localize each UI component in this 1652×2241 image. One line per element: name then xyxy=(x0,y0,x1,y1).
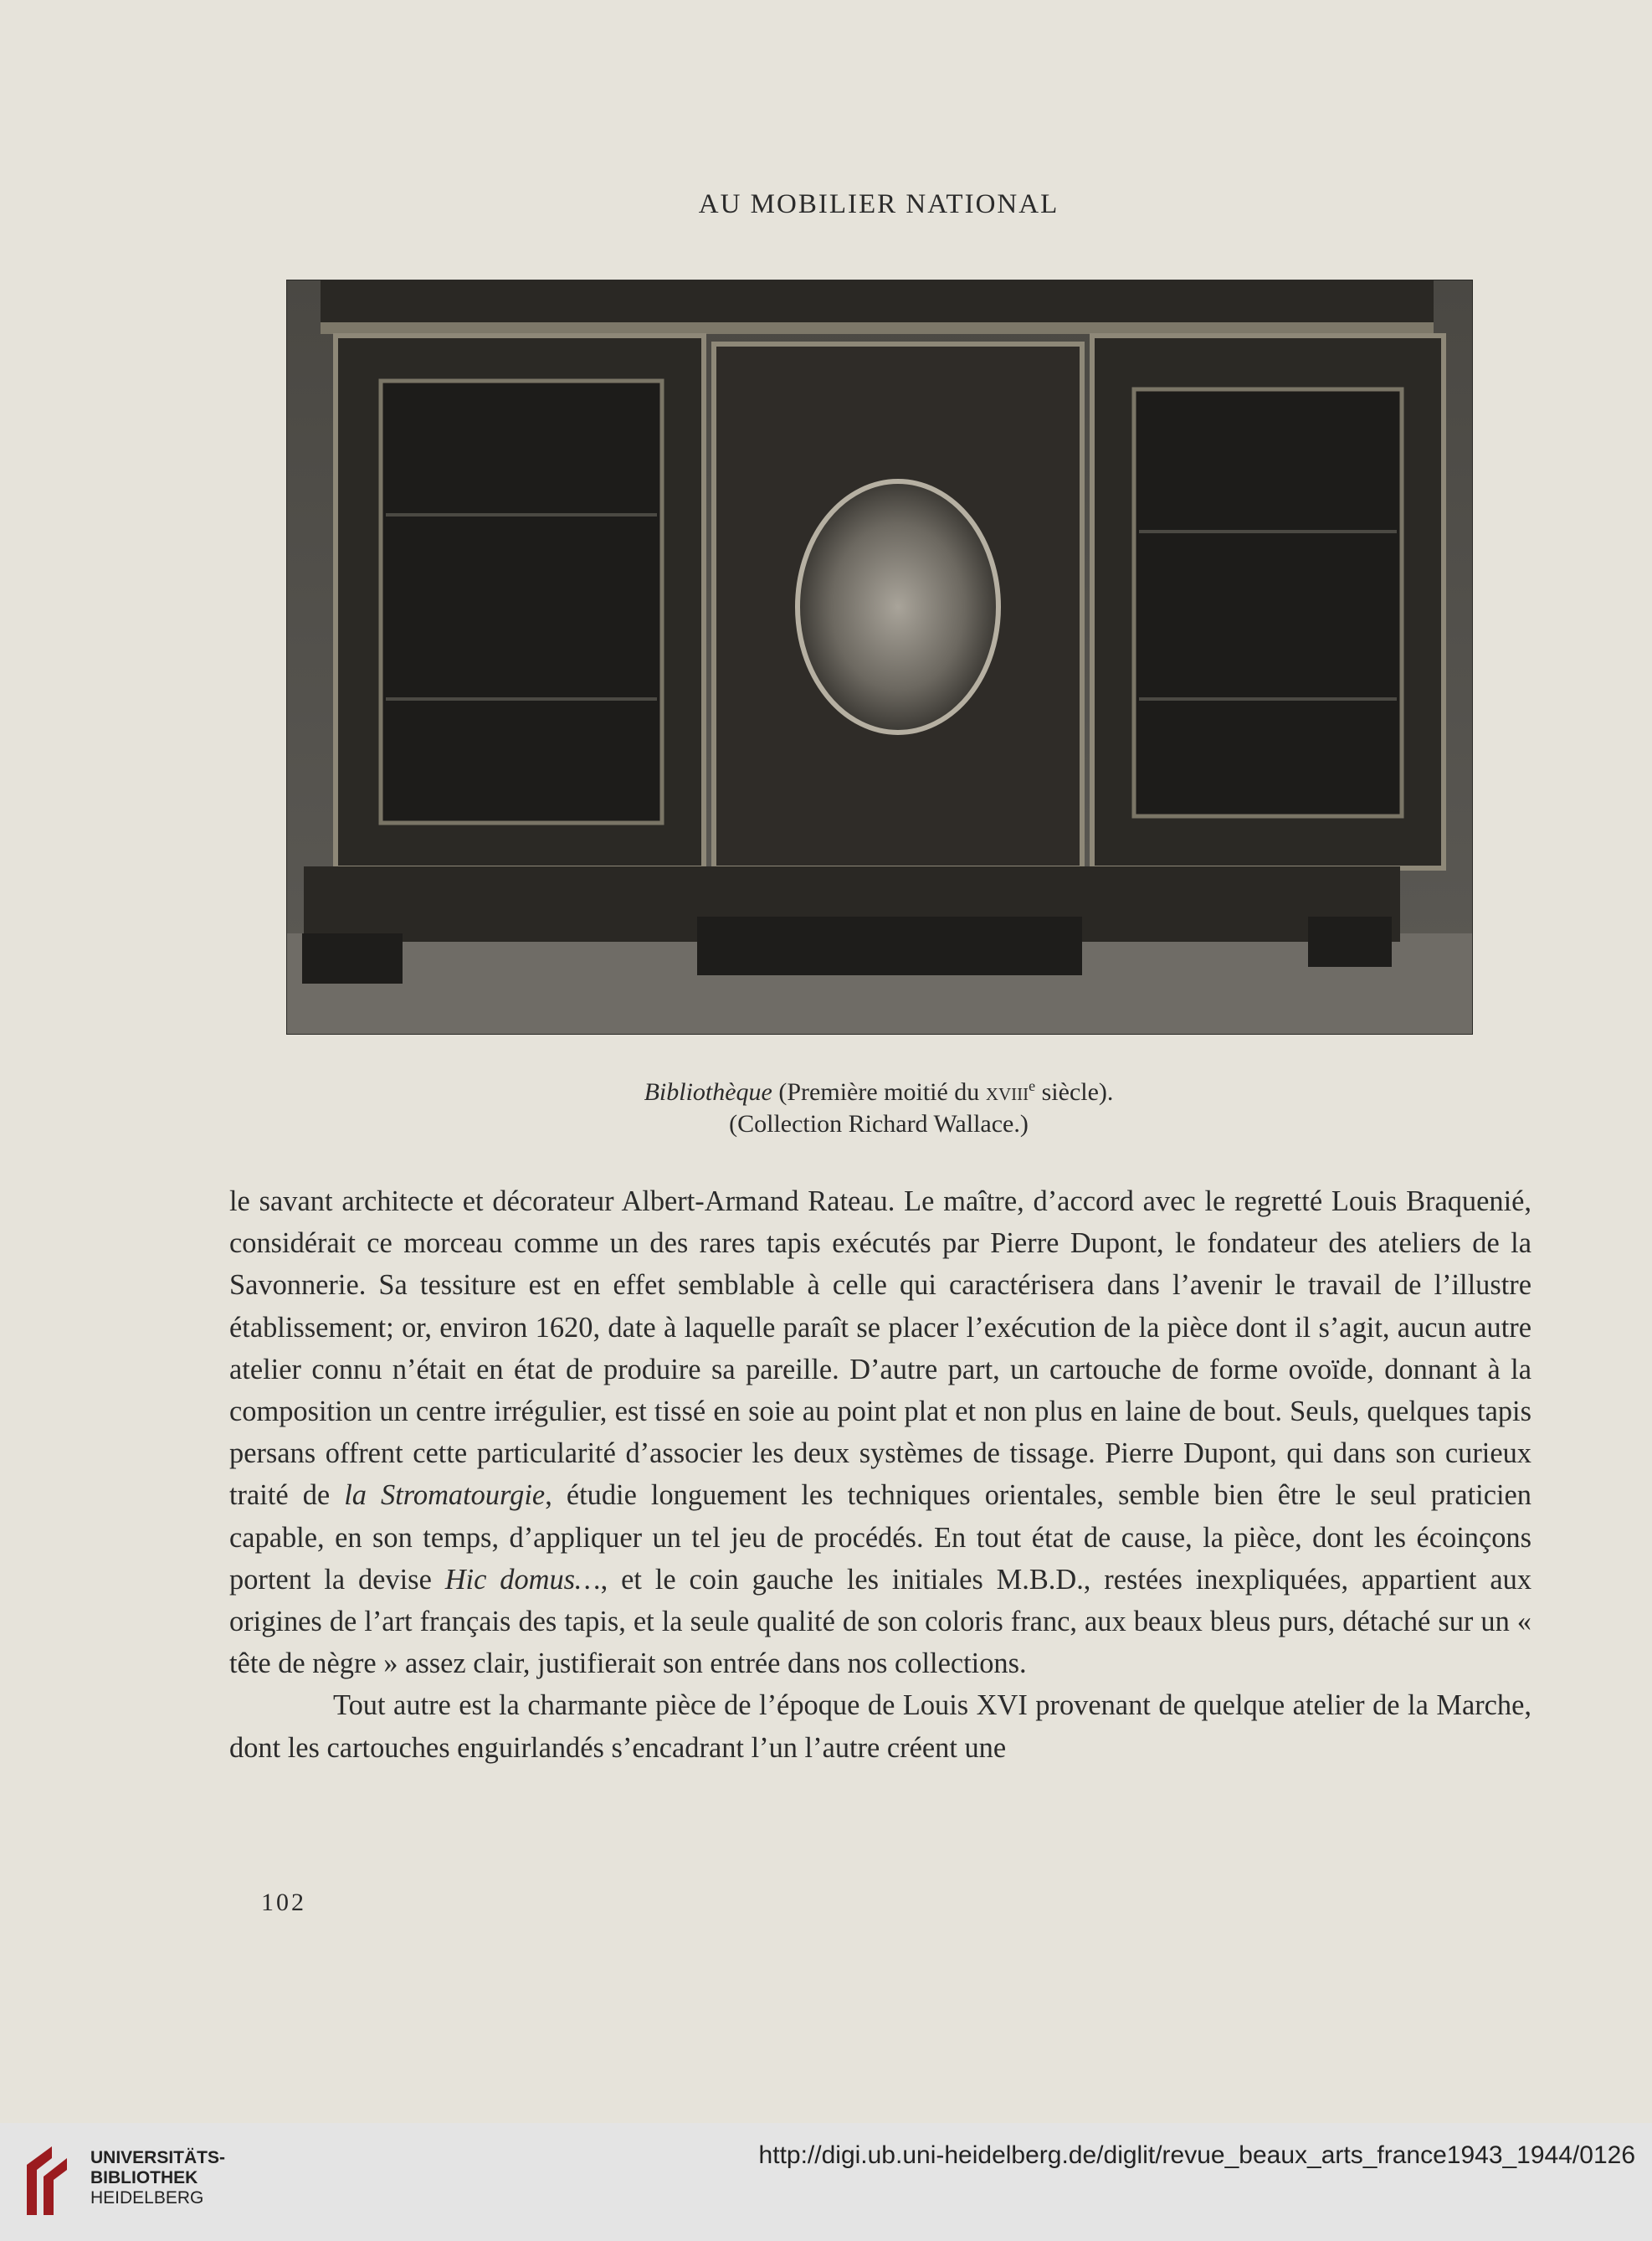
paragraph-2: Tout autre est la charmante pièce de l’époque de Louis XVI provenant de quelque atelier de la Marche, dont les cartouches enguirlandés s’encadrant l’un l’autre créent une xyxy=(229,1689,1531,1764)
running-title: AU MOBILIER NATIONAL xyxy=(698,189,1059,219)
caption-line-1 xyxy=(0,1070,1652,1108)
library-name xyxy=(90,2148,225,2208)
bookcase-illustration xyxy=(287,280,1472,1034)
page-number: 102 xyxy=(261,1889,306,1916)
paragraph-1-text-b: , étudie longuement les techniques orientales, semble bien être le seul praticien capable, en son temps, d’appliquer un tel jeu de procédés. En tout état de cause, la pièce, dont les écoinçons portent la devise xyxy=(229,1479,1531,1596)
library-name-line-2: BIBLIOTHEK xyxy=(90,2168,198,2187)
body-text xyxy=(229,1180,1531,1769)
digitization-footer xyxy=(0,2123,1652,2241)
paragraph-1-text-c: , et le coin gauche les initiales M.B.D., restées inexpliquées, appartient aux origines de l’art français des tapis, et la seule qualité de son coloris franc, aux beaux bleus purs, détaché sur un « tête de nègre » assez clair, justifierait son entrée dans nos collections. xyxy=(229,1563,1532,1680)
caption-century: xviii xyxy=(985,1078,1029,1106)
caption-collection: (Collection Richard Wallace.) xyxy=(729,1110,1029,1138)
motto: Hic domus… xyxy=(444,1563,601,1596)
paragraph-1 xyxy=(229,1180,1531,1684)
caption-superscript: e xyxy=(1029,1077,1036,1094)
caption-title: Bibliothèque xyxy=(644,1078,772,1106)
figure-caption xyxy=(0,1070,1652,1140)
caption-date-end: siècle). xyxy=(1041,1078,1114,1106)
library-name-line-3: HEIDELBERG xyxy=(90,2188,204,2208)
library-name-line-1: UNIVERSITÄTS- xyxy=(90,2148,226,2167)
library-logo-icon xyxy=(18,2140,79,2223)
source-url-link[interactable]: http://digi.ub.uni-heidelberg.de/diglit/revue_beaux_arts_france1943_1944/0126 xyxy=(758,2141,1635,2169)
caption-date: (Première moitié du xyxy=(778,1078,980,1106)
paragraph-1-text-a: le savant architecte et décorateur Albert-Armand Rateau. Le maître, d’accord avec le regretté Louis Braquenié, considérait ce morceau comme un des rares tapis exécutés par Pierre Dupont, le fondateur des ateliers de la Savonnerie. Sa tessiture est en effet semblable à celle qui caractérisera dans l’avenir le travail de l’illustre établissement; or, environ 1620, date à laquelle paraît se placer l’exécution de la pièce dont il s’agit, aucun autre atelier connu n’était en état de produire sa pareille. D’autre part, un cartouche de forme ovoïde, donnant à la composition un centre irrégulier, est tissé en soie au point plat et non plus en laine de bout. Seuls, quelques tapis persans offrent cette particularité d’associer les deux systèmes de tissage. Pierre Dupont, qui dans son curieux traité de xyxy=(229,1185,1531,1512)
book-title: la Stromatourgie xyxy=(344,1479,546,1512)
bookcase-photograph xyxy=(287,280,1472,1034)
